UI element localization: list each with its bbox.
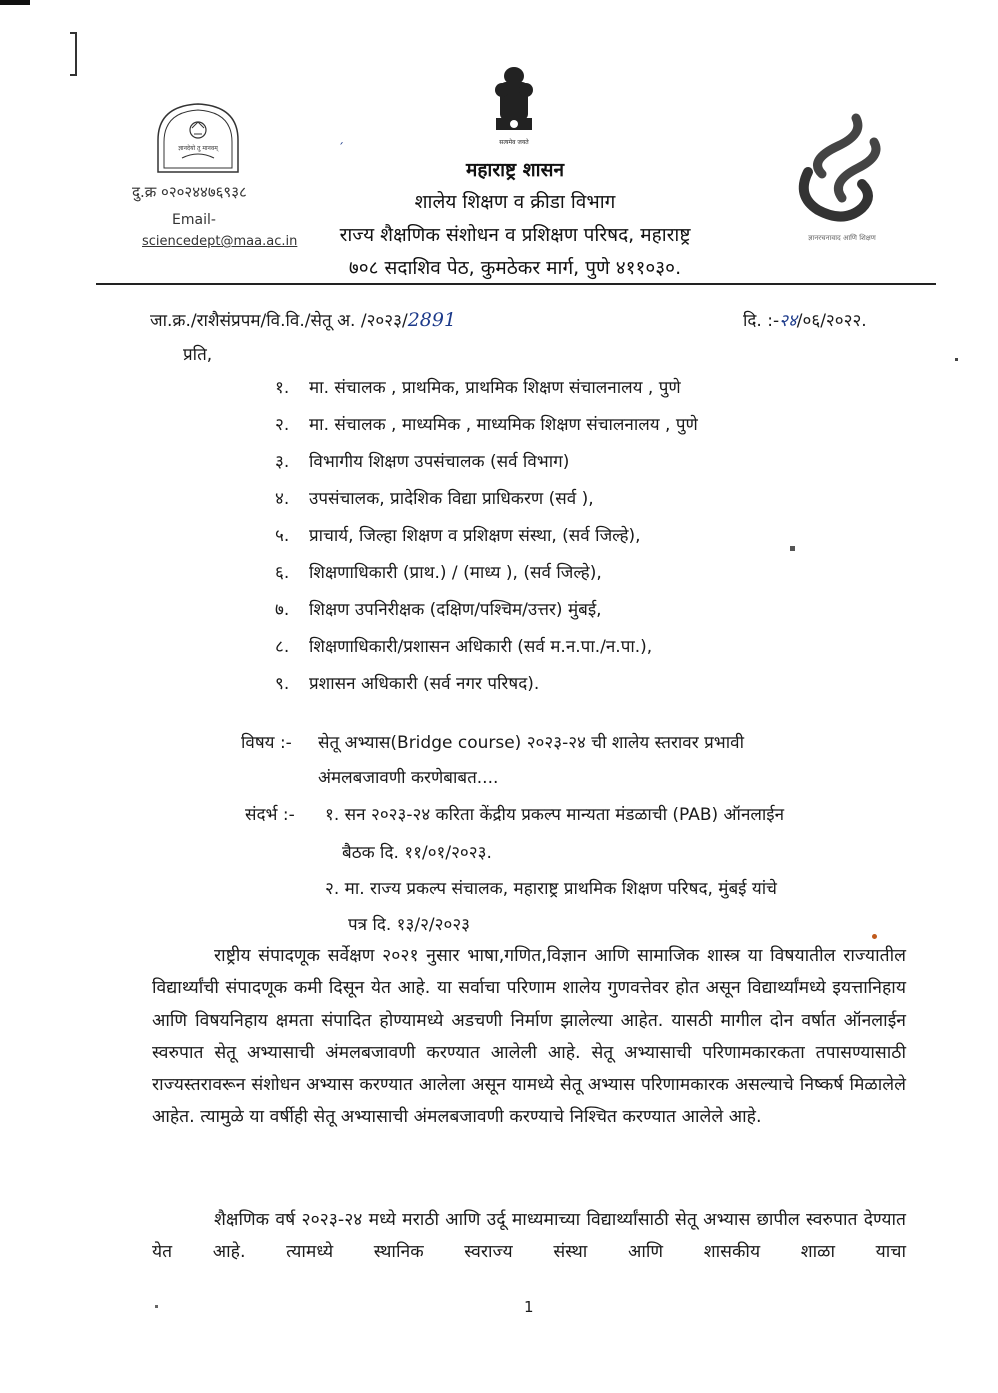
list-item (275, 526, 698, 563)
date-suffix: /०६/२०२२. (796, 311, 867, 331)
list-item-number: ८. (275, 637, 290, 657)
institute-seal-icon (152, 100, 244, 176)
list-item (275, 563, 698, 600)
reference-label: संदर्भ :- (245, 805, 295, 825)
reference-2-line-1: २. मा. राज्य प्रकल्प संचालक, महाराष्ट्र प्राथमिक शिक्षण परिषद, मुंबई यांचे (325, 879, 777, 899)
list-item-number: ९. (275, 674, 290, 694)
government-name: महाराष्ट्र शासन (465, 159, 564, 181)
list-item-text: मा. संचालक , माध्यमिक , माध्यमिक शिक्षण संचालनालय , पुणे (309, 415, 698, 435)
reference-1-line-1: १. सन २०२३-२४ करिता केंद्रीय प्रकल्प मान्यता मंडळाची (PAB) ऑनलाईन (325, 805, 785, 825)
logo-caption: ज्ञानरचनावाद आणि शिक्षण (808, 234, 876, 242)
body-paragraph-1: राष्ट्रीय संपादणूक सर्वेक्षण २०२१ नुसार भाषा,गणित,विज्ञान आणि सामाजिक शास्त्र या विषयातील राज्यातील विद्यार्थ्यांची संपादणूक कमी दिसून येत आहे. या सर्वाचा परिणाम शालेय गुणवत्तेवर होत असून विद्यार्थ्यांमध्ये इयत्तानिहाय आणि विषयनिहाय क्षमता संपादित होण्यामध्ये अडचणी निर्माण झालेल्या आहेत. यासठी मागील दोन वर्षात ऑनलाईन स्वरुपात सेतू अभ्यासाची अंमलबजावणी करण्यात आलेली आहे. सेतू अभ्यासाची परिणामकारकता तपासण्यासाठी राज्यस्तरावरून संशोधन अभ्यास करण्यात आलेला असून यामध्ये सेतू अभ्यास परिणामकारक असल्याचे निष्कर्ष मिळालेले आहेत. त्यामुळे या वर्षीही सेतू अभ्यासाची अंमलबजावणी करण्याचे निश्चित करण्यात आलेले आहे. (152, 946, 906, 1128)
email-label: Email- (172, 212, 216, 228)
scan-bracket-mark (70, 32, 77, 76)
subject-line-2: अंमलबजावणी करणेबाबत.... (318, 768, 499, 788)
addressee-label: प्रति, (183, 345, 213, 365)
list-item-number: ७. (275, 600, 290, 620)
phone-number: दु.क्र ०२०२४४७६९३८ (132, 183, 247, 201)
list-item (275, 489, 698, 526)
office-address: ७०८ सदाशिव पेठ, कुमठेकर मार्ग, पुणे ४११०३०. (348, 257, 682, 279)
list-item-number: २. (275, 415, 290, 435)
scan-speck (155, 1305, 158, 1308)
recipient-list (275, 378, 698, 711)
subject-label: विषय :- (241, 733, 292, 753)
seal-text: ज्ञानदेयो तु मानवम् (178, 145, 218, 152)
emblem-motto: सत्यमेव जयते (499, 139, 529, 146)
list-item (275, 674, 698, 711)
list-item (275, 415, 698, 452)
list-item-number: ६. (275, 563, 290, 583)
body-paragraph-2: शैक्षणिक वर्ष २०२३-२४ मध्ये मराठी आणि उर्दू माध्यमाच्या विद्यार्थ्यांसाठी सेतू अभ्यास छापील स्वरुपात देण्यात येत आहे. त्यामध्ये स्थानिक स्वराज्य संस्था आणि शासकीय शाळा याचा (152, 1210, 906, 1263)
scert-logo-icon (778, 112, 906, 244)
council-name: राज्य शैक्षणिक संशोधन व प्रशिक्षण परिषद, महाराष्ट्र (339, 224, 691, 246)
list-item (275, 600, 698, 637)
subject-line-1: सेतू अभ्यास(Bridge course) २०२३-२४ ची शालेय स्तरावर प्रभावी (318, 733, 744, 753)
letter-date (743, 308, 867, 331)
list-item-number: ३. (275, 452, 290, 472)
list-item-text: विभागीय शिक्षण उपसंचालक (सर्व विभाग) (309, 452, 570, 472)
national-emblem-icon (488, 62, 540, 150)
list-item-text: शिक्षण उपनिरीक्षक (दक्षिण/पश्चिम/उत्तर) मुंबई, (309, 600, 602, 620)
header-divider (96, 283, 936, 285)
reference-1-line-2: बैठक दि. ११/०१/२०२३. (342, 843, 492, 863)
outward-number-handwritten: 2891 (407, 309, 457, 331)
list-item-text: प्राचार्य, जिल्हा शिक्षण व प्रशिक्षण संस्था, (सर्व जिल्हे), (309, 526, 641, 546)
email-link[interactable]: sciencedept@maa.ac.in (142, 234, 298, 249)
list-item (275, 452, 698, 489)
scan-speck (872, 934, 877, 939)
ink-mark: ˊ (338, 141, 344, 155)
list-item-text: उपसंचालक, प्रादेशिक विद्या प्राधिकरण (सर्व ), (309, 489, 594, 509)
list-item-number: १. (275, 378, 290, 398)
scan-corner-mark (0, 0, 30, 5)
reference-2-line-2: पत्र दि. १३/२/२०२३ (348, 915, 471, 935)
scan-speck (790, 546, 795, 551)
list-item-text: प्रशासन अधिकारी (सर्व नगर परिषद). (309, 674, 540, 694)
list-item-number: ४. (275, 489, 290, 509)
list-item (275, 378, 698, 415)
page-number: 1 (524, 1298, 534, 1316)
list-item-text: मा. संचालक , प्राथमिक, प्राथमिक शिक्षण संचालनालय , पुणे (309, 378, 681, 398)
list-item-number: ५. (275, 526, 290, 546)
outward-number (150, 308, 456, 331)
list-item-text: शिक्षणाधिकारी/प्रशासन अधिकारी (सर्व म.न.पा./न.पा.), (309, 637, 653, 657)
outward-number-prefix: जा.क्र./राशैसंप्रपम/वि.वि./सेतू अ. /२०२३/ (150, 311, 408, 331)
department-name: शालेय शिक्षण व क्रीडा विभाग (414, 191, 616, 213)
list-item-text: शिक्षणाधिकारी (प्राथ.) / (माध्य ), (सर्व जिल्हे), (309, 563, 602, 583)
date-prefix: दि. :- (743, 311, 780, 331)
scan-speck (955, 358, 958, 361)
date-handwritten: २४ (779, 311, 797, 331)
list-item (275, 637, 698, 674)
